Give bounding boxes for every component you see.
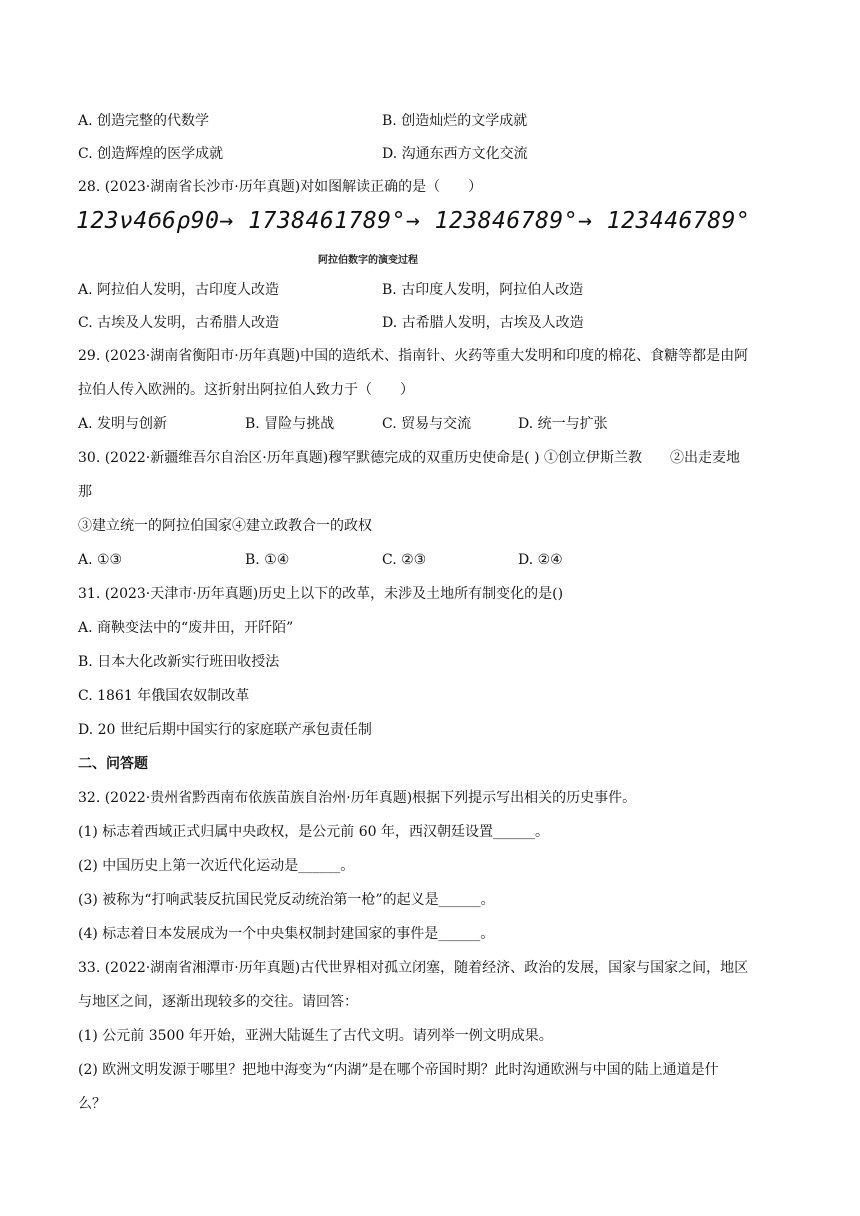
q30-stem-line3: ③建立统一的阿拉伯国家④建立政教合一的政权 <box>78 518 372 534</box>
q30-option-c: C. ②③ <box>382 552 427 568</box>
q28-stem: 28. (2023·湖南省长沙市·历年真题)对如图解读正确的是（ ） <box>78 179 483 195</box>
q28-option-c: C. 古埃及人发明，古希腊人改造 <box>78 315 280 331</box>
q29-option-c: C. 贸易与交流 <box>382 416 472 432</box>
q32-sub-1: (1) 标志着西域正式归属中央政权，是公元前 60 年，西汉朝廷设置______。 <box>78 824 549 840</box>
q27-option-b: B. 创造灿烂的文学成就 <box>382 113 528 129</box>
q31-option-c: C. 1861 年俄国农奴制改革 <box>78 688 250 704</box>
q27-option-d: D. 沟通东西方文化交流 <box>382 146 528 162</box>
q27-option-a: A. 创造完整的代数学 <box>78 113 210 129</box>
q29-stem-line2: 拉伯人传入欧洲的。这折射出阿拉伯人致力于（ ） <box>78 382 414 398</box>
q29-option-a: A. 发明与创新 <box>78 416 168 432</box>
q29-stem-line1: 29. (2023·湖南省衡阳市·历年真题)中国的造纸术、指南针、火药等重大发明和印度的棉花、食糖等都是由阿 <box>78 348 749 364</box>
section-heading: 二、问答题 <box>78 756 148 772</box>
q29-option-d: D. 统一与扩张 <box>518 416 608 432</box>
q33-sub-2-line2: 么？ <box>78 1096 106 1112</box>
q31-option-b: B. 日本大化改新实行班田收授法 <box>78 654 280 670</box>
q32-stem: 32. (2022·贵州省黔西南布依族苗族自治州·历年真题)根据下列提示写出相关的历史事件。 <box>78 790 637 806</box>
q33-stem-line1: 33. (2022·湖南省湘潭市·历年真题)古代世界相对孤立闭塞，随着经济、政治的发展，国家与国家之间，地区 <box>78 960 749 976</box>
figure-caption: 阿拉伯数字的演变过程 <box>318 255 418 266</box>
q32-sub-2: (2) 中国历史上第一次近代化运动是______。 <box>78 858 355 874</box>
q30-stem-line2: 那 <box>78 484 92 500</box>
q31-option-a: A. 商鞅变法中的“废井田，开阡陌” <box>78 620 294 636</box>
q31-stem: 31. (2023·天津市·历年真题)历史上以下的改革，未涉及土地所有制变化的是() <box>78 586 564 602</box>
q30-stem-line1: 30. (2022·新疆维吾尔自治区·历年真题)穆罕默德完成的双重历史使命是( ) ①创立伊斯兰教 ②出走麦地 <box>78 450 740 466</box>
q27-option-c: C. 创造辉煌的医学成就 <box>78 146 224 162</box>
q30-option-b: B. ①④ <box>245 552 290 568</box>
q28-option-b: B. 古印度人发明，阿拉伯人改造 <box>382 282 584 298</box>
q32-sub-4: (4) 标志着日本发展成为一个中央集权制封建国家的事件是______。 <box>78 926 495 942</box>
q33-stem-line2: 与地区之间，逐渐出现较多的交往。请回答： <box>78 994 358 1010</box>
q28-option-a: A. 阿拉伯人发明，古印度人改造 <box>78 282 280 298</box>
q33-sub-1: (1) 公元前 3500 年开始，亚洲大陆诞生了古代文明。请列举一例文明成果。 <box>78 1028 553 1044</box>
q31-option-d: D. 20 世纪后期中国实行的家庭联产承包责任制 <box>78 722 372 738</box>
q29-option-b: B. 冒险与挑战 <box>245 416 335 432</box>
figure-numerals: 123ν4Ϭ6ρ90→ 1738461789°→ 123846789°→ 123446789° <box>76 208 751 234</box>
q28-option-d: D. 古希腊人发明，古埃及人改造 <box>382 315 584 331</box>
q30-option-a: A. ①③ <box>78 552 123 568</box>
q32-sub-3: (3) 被称为“打响武装反抗国民党反动统治第一枪”的起义是______。 <box>78 892 495 908</box>
q33-sub-2-line1: (2) 欧洲文明发源于哪里？把地中海变为“内湖”是在哪个帝国时期？此时沟通欧洲与中国的陆上通道是什 <box>78 1062 719 1078</box>
q30-option-d: D. ②④ <box>518 552 563 568</box>
